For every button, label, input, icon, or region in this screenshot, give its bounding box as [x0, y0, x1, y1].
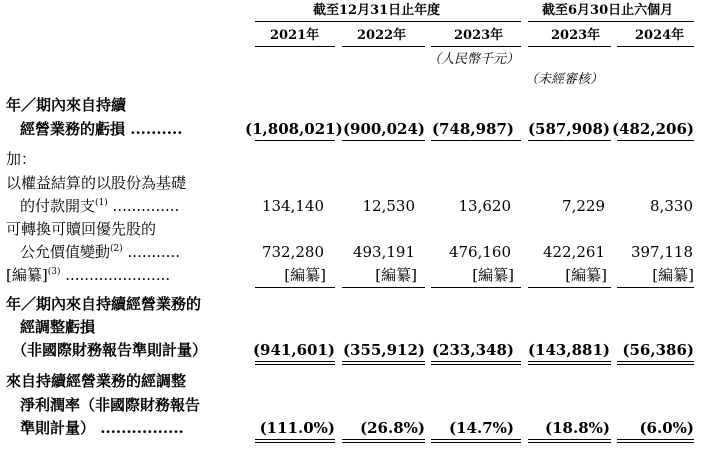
row-redacted-rule-2022 [342, 287, 425, 288]
row-redacted-leader: ...................... [60, 266, 171, 284]
row-loss-value-2021: (1,808,021) [245, 120, 343, 138]
row-adj-loss-value-2022: (355,912) [342, 341, 425, 359]
row-adj-margin-label-line1: 來自持續經營業務的經調整 [6, 372, 187, 390]
row-redacted-value-2021: [編纂] [284, 266, 326, 284]
header-group-six-months: 截至6月30日止六個月 [542, 3, 674, 18]
row-redacted-value-2023-h1: [編纂] [565, 266, 607, 284]
row-fv-label-line2 [20, 243, 180, 261]
row-fv-value-2022: 493,191 [352, 243, 415, 261]
row-fv-label-line1: 可轉換可贖回優先股的 [6, 220, 157, 238]
year-rule-2024-h1 [617, 46, 694, 47]
row-adj-loss-label-line2: 經調整虧損 [20, 318, 96, 336]
row-adj-margin-value-2023: (14.7%) [449, 419, 514, 437]
year-rule-2023-h1 [528, 46, 611, 47]
row-adj-margin-label-line3: 準則計量） ................ [20, 419, 184, 437]
row-redacted-rule-2023 [431, 287, 521, 288]
row-adj-margin-value-2023-h1: (18.8%) [545, 419, 610, 437]
row-loss-label-line2: 經營業務的虧損 .......... [20, 120, 183, 138]
row-adj-loss-double-rule-2024-h1 [617, 361, 694, 365]
row-fv-leader: ........... [122, 243, 180, 261]
year-header-2024-h1: 2024年 [635, 28, 685, 43]
year-rule-2023 [431, 46, 521, 47]
row-redacted-rule-2023-h1 [528, 287, 611, 288]
year-header-2023: 2023年 [454, 28, 504, 43]
row-fv-label-text: 公允價值變動 [20, 243, 111, 261]
footnote-3-marker: (3) [47, 267, 61, 277]
row-redacted-rule-2021 [255, 287, 335, 288]
row-loss-label-line1: 年／期內來自持續 [6, 96, 127, 114]
row-adj-margin-label-line2: 淨利潤率（非國際財務報告 [20, 396, 201, 414]
row-sbc-label-line2 [20, 197, 179, 215]
row-sbc-value-2022: 12,530 [362, 197, 415, 215]
row-sbc-value-2023-h1: 7,229 [562, 197, 605, 215]
row-sbc-value-2023: 13,620 [458, 197, 511, 215]
row-adj-loss-value-2021: (941,601) [252, 341, 335, 359]
row-loss-rule-2021 [255, 140, 335, 141]
row-adj-loss-double-rule-2021 [255, 361, 335, 365]
row-redacted-value-2023: [編纂] [472, 266, 514, 284]
row-redacted-value-2024-h1: [編纂] [652, 266, 694, 284]
unit-label: （人民幣千元） [428, 52, 520, 67]
year-header-2022: 2022年 [357, 28, 407, 43]
row-redacted-label-text: [編纂] [6, 266, 48, 284]
header-group-year-ended-rule [255, 21, 521, 22]
year-rule-2022 [342, 46, 425, 47]
row-adj-loss-value-2024-h1: (56,386) [622, 341, 694, 359]
row-adj-margin-double-rule-2024-h1 [617, 439, 694, 443]
row-fv-value-2023-h1: 422,261 [542, 243, 605, 261]
row-adj-loss-double-rule-2023 [431, 361, 521, 365]
row-adj-margin-double-rule-2023 [431, 439, 521, 443]
row-sbc-label-line1: 以權益結算的以股份為基礎 [6, 174, 187, 192]
row-sbc-value-2021: 134,140 [261, 197, 324, 215]
row-loss-value-2023: (748,987) [431, 120, 514, 138]
row-loss-value-2023-h1: (587,908) [527, 120, 610, 138]
year-header-2023-h1: 2023年 [551, 28, 601, 43]
year-rule-2021 [255, 46, 335, 47]
header-group-year-ended: 截至12月31日止年度 [313, 3, 441, 18]
row-adj-margin-value-2024-h1: (6.0%) [639, 419, 694, 437]
row-fv-value-2021: 732,280 [261, 243, 324, 261]
row-adj-margin-double-rule-2021 [255, 439, 335, 443]
row-adj-margin-double-rule-2022 [342, 439, 425, 443]
row-fv-value-2023: 476,160 [448, 243, 511, 261]
row-loss-rule-2024-h1 [617, 140, 694, 141]
row-loss-rule-2023-h1 [528, 140, 611, 141]
row-adj-loss-double-rule-2023-h1 [528, 361, 611, 365]
row-sbc-value-2024-h1: 8,330 [650, 197, 693, 215]
row-sbc-leader: .............. [107, 197, 180, 215]
row-redacted-rule-2024-h1 [617, 287, 694, 288]
row-redacted-label [6, 266, 170, 284]
row-loss-value-2022: (900,024) [342, 120, 425, 138]
row-adj-margin-value-2021: (111.0%) [259, 419, 335, 437]
row-adj-loss-label-line1: 年／期內來自持續經營業務的 [6, 295, 202, 313]
row-sbc-label-text: 的付款開支 [20, 197, 96, 215]
row-loss-rule-2022 [342, 140, 425, 141]
unaudited-label: （未經審核） [525, 72, 604, 87]
row-adj-margin-value-2022: (26.8%) [360, 419, 425, 437]
row-loss-value-2024-h1: (482,206) [611, 120, 694, 138]
row-adj-loss-value-2023-h1: (143,881) [527, 341, 610, 359]
add-label: 加： [6, 150, 37, 168]
row-adj-loss-value-2023: (233,348) [431, 341, 514, 359]
row-loss-rule-2023 [431, 140, 521, 141]
row-adj-margin-double-rule-2023-h1 [528, 439, 611, 443]
row-redacted-value-2022: [編纂] [375, 266, 417, 284]
row-adj-loss-double-rule-2022 [342, 361, 425, 365]
header-group-six-months-rule [528, 21, 694, 22]
row-adj-loss-label-line3: （非國際財務報告準則計量） [12, 341, 208, 359]
year-header-2021: 2021年 [270, 28, 320, 43]
footnote-2-marker: (2) [110, 244, 123, 254]
row-fv-value-2024-h1: 397,118 [630, 243, 693, 261]
footnote-1-marker: (1) [95, 198, 108, 208]
